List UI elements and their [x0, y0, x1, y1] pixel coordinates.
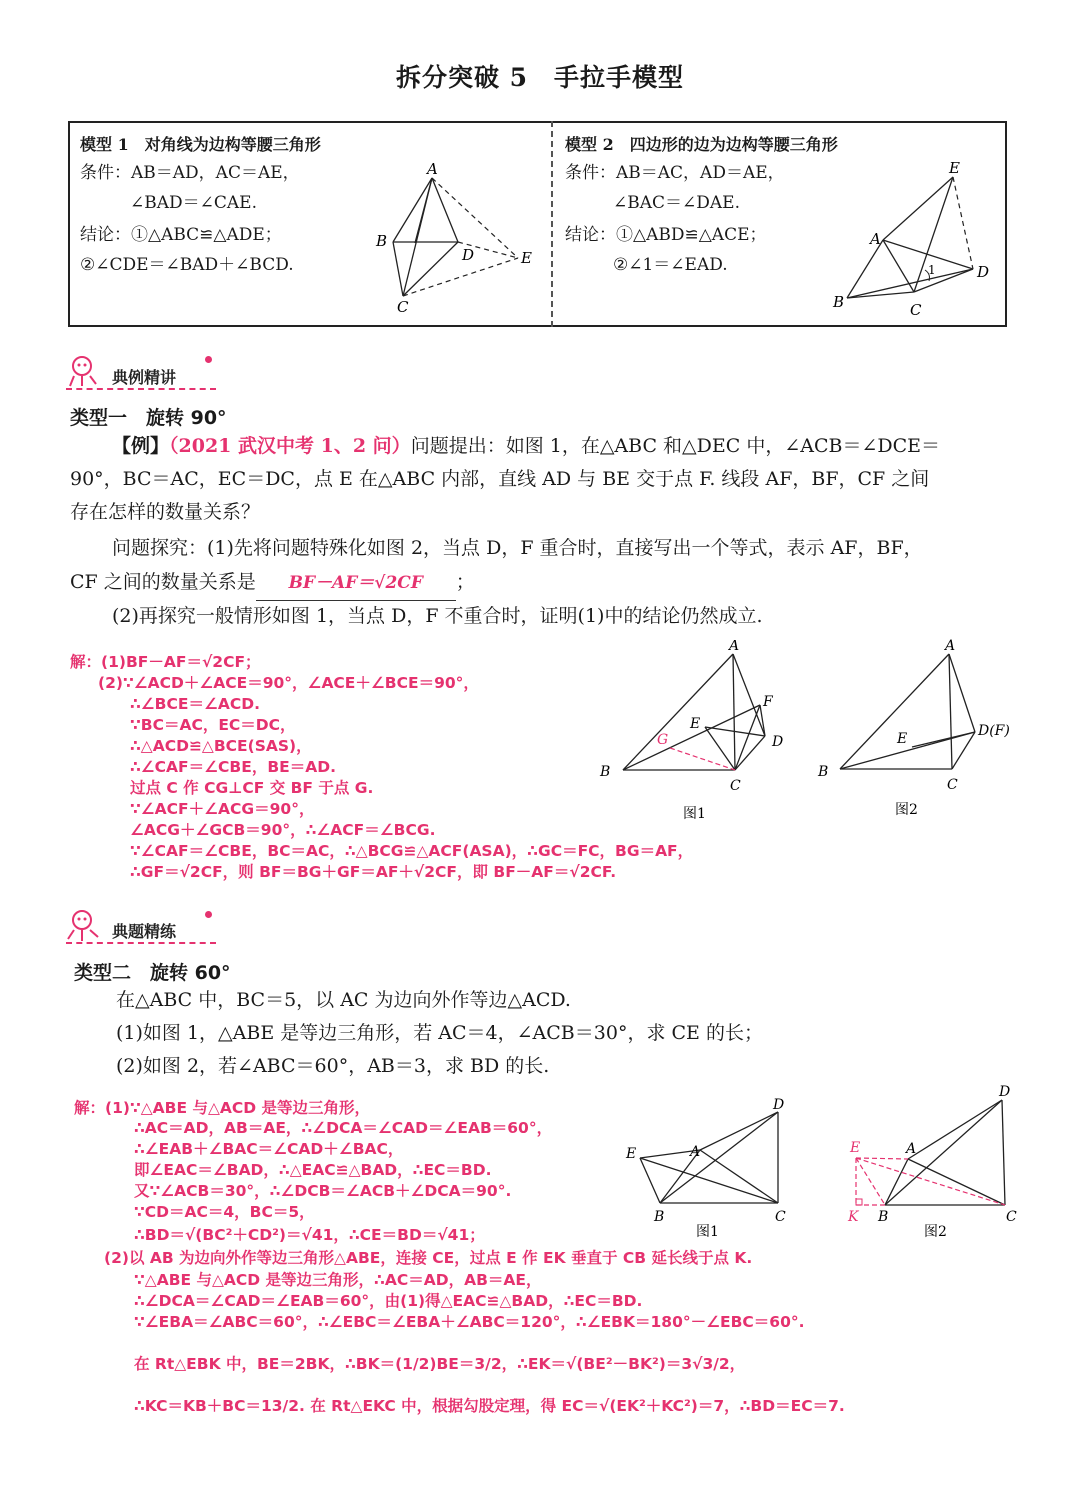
badge-underline-2 [66, 942, 216, 944]
type2-fig2-label-e: E [850, 1140, 861, 1156]
type1-figure-2 [812, 636, 1027, 821]
example-line-2: 90°，BC＝AC，EC＝DC，点 E 在△ABC 内部，直线 AD 与 BE 交于点 F. 线段 AF，BF，CF 之间 [70, 468, 930, 490]
solution1-line-9: ∠ACG＋∠GCB＝90°，∴∠ACF＝∠BCG. [130, 821, 436, 839]
type1-fig1-dashed-cg [670, 748, 735, 770]
explore-line-2-end: ； [455, 571, 475, 593]
model2-label-d: D [977, 263, 990, 281]
model2-condition-2: ∠BAC＝∠DAE. [613, 193, 740, 213]
model2-conclusion-2: ②∠1＝∠EAD. [613, 255, 728, 275]
type1-fig2-caption: 图2 [895, 802, 918, 818]
solution2-line-5: 又∵∠ACB＝30°，∴∠DCB＝∠ACB＋∠DCA＝90°. [134, 1182, 512, 1200]
model2-conclusion-1: 结论：①△ABD≌△ACE； [565, 225, 767, 245]
badge-underline-1 [66, 388, 216, 390]
type2-fig2-label-d: D [999, 1084, 1011, 1100]
solution2-line-7: ∴BD＝√(BC²＋CD²)＝√41，∴CE＝BD＝√41； [134, 1226, 485, 1244]
solution1-line-1: 解：(1)BF－AF＝√2CF； [70, 653, 261, 671]
model2-dashed-ed [953, 177, 973, 269]
mascot-icon-1 [66, 352, 106, 388]
solution1-line-4: ∵BC＝AC，EC＝DC， [130, 716, 296, 734]
solution2-line-1: 解：(1)∵△ABE 与△ACD 是等边三角形， [74, 1099, 371, 1117]
type2-fig2-label-a: A [906, 1141, 917, 1157]
solution2-line-8: (2)以 AB 为边向外作等边三角形△ABE，连接 CE，过点 E 作 EK 垂直于 CB 延长线于点 K. [104, 1249, 753, 1267]
model1-label-a: A [427, 160, 438, 178]
model1-label-c: C [397, 298, 409, 316]
solution2-line-3: ∴∠EAB＋∠BAC＝∠CAD＋∠BAC， [134, 1140, 404, 1158]
explore-answer: BF－AF＝√2CF [256, 567, 456, 601]
type1-fig1-label-g: G [657, 732, 669, 748]
explore-line-2-text: CF 之间的数量关系是 [70, 571, 256, 593]
problem-line-1: 在△ABC 中，BC＝5，以 AC 为边向外作等边△ACD. [116, 989, 571, 1011]
solution2-line-12: 在 Rt△EBK 中，BE＝2BK，∴BK＝(1/2)BE＝3/2，∴EK＝√(BE²－BK²)＝3√3/2， [134, 1355, 746, 1373]
model-divider [551, 121, 553, 327]
solution2-line-11: ∵∠EBA＝∠ABC＝60°，∴∠EBC＝∠EBA＋∠ABC＝120°，∴∠EBK＝180°－∠EBC＝60°. [134, 1313, 805, 1331]
model2-heading: 模型 2 四边形的边为边构等腰三角形 [565, 135, 838, 154]
problem-line-3: (2)如图 2，若∠ABC＝60°，AB＝3，求 BD 的长. [116, 1055, 550, 1077]
badge-examples: 典例精讲 [112, 368, 177, 387]
type2-fig2-caption: 图2 [924, 1224, 947, 1240]
type1-fig2-label-b: B [818, 764, 829, 780]
model1-condition-2: ∠BAD＝∠CAE. [130, 193, 257, 213]
model1-figure [370, 158, 545, 318]
type2-fig1-label-c: C [775, 1209, 786, 1225]
solution1-line-10: ∵∠CAF＝∠CBE，BC＝AC，∴△BCG≌△ACF(ASA)，∴GC＝FC，BG＝AF， [130, 842, 694, 860]
model2-label-e: E [949, 159, 960, 177]
solution2-line-2: ∴AC＝AD，AB＝AE，∴∠DCA＝∠CAD＝∠EAB＝60°， [134, 1119, 553, 1137]
solution2-line-13: ∴KC＝KB＋BC＝13/2. 在 Rt△EKC 中，根据勾股定理，得 EC＝√(EK²＋KC²)＝7，∴BD＝EC＝7. [134, 1397, 845, 1415]
type2-fig1-label-d: D [773, 1097, 785, 1113]
solution2-line-9: ∵△ABE 与△ACD 是等边三角形，∴AC＝AD，AB＝AE， [134, 1271, 542, 1289]
problem-line-2: (1)如图 1，△ABE 是等边三角形，若 AC＝4，∠ACB＝30°，求 CE 的长； [116, 1022, 763, 1044]
model1-heading: 模型 1 对角线为边构等腰三角形 [80, 135, 321, 154]
badge-practice: 典题精练 [112, 922, 177, 941]
type2-figure-1 [620, 1090, 800, 1245]
solution1-line-5: ∴△ACD≌△BCE(SAS)， [130, 737, 312, 755]
solution1-line-11: ∴GF＝√2CF，则 BF＝BG＋GF＝AF＋√2CF，即 BF－AF＝√2CF. [130, 863, 617, 881]
model2-label-b: B [833, 293, 845, 311]
model2-label-angle-1: 1 [928, 263, 936, 277]
type2-figure-2 [840, 1078, 1025, 1248]
type2-fig1-label-a: A [690, 1144, 701, 1160]
solution1-line-6: ∴∠CAF＝∠CBE，BE＝AD. [130, 758, 336, 776]
model2-figure [825, 155, 1005, 320]
type1-fig1-label-b: B [600, 764, 611, 780]
type1-fig1-label-c: C [730, 778, 741, 794]
type1-fig1-label-e: E [690, 716, 701, 732]
model2-label-a: A [870, 230, 881, 248]
example-tag: 【例】 [112, 435, 170, 457]
type1-fig2-label-df: D(F) [978, 723, 1010, 739]
type1-fig2-label-a: A [945, 638, 956, 654]
model1-label-e: E [521, 249, 532, 267]
example-line-3: 存在怎样的数量关系？ [70, 501, 261, 523]
type2-heading: 类型二 旋转 60° [74, 962, 231, 984]
solution1-line-3: ∴∠BCE＝∠ACD. [130, 695, 260, 713]
type1-fig1-label-f: F [763, 694, 773, 710]
badge-dot-1 [205, 356, 212, 363]
badge-dot-2 [205, 911, 212, 918]
solution1-line-8: ∵∠ACF＋∠ACG＝90°， [130, 800, 315, 818]
type2-fig1-label-b: B [654, 1209, 665, 1225]
type2-fig1-caption: 图1 [696, 1224, 719, 1240]
solution2-line-4: 即∠EAC＝∠BAD，∴△EAC≌△BAD，∴EC＝BD. [134, 1161, 492, 1179]
type2-fig1-label-e: E [626, 1146, 637, 1162]
model2-condition-1: 条件：AB＝AC，AD＝AE， [565, 163, 785, 183]
model1-conclusion-1: 结论：①△ABC≌△ADE； [80, 225, 282, 245]
type2-fig2-label-k: K [848, 1209, 859, 1225]
type2-fig2-right-angle-mark [856, 1199, 862, 1205]
type1-figure-1 [595, 640, 810, 825]
solution2-line-6: ∵CD＝AC＝4，BC＝5， [134, 1203, 315, 1221]
example-source: （2021 武汉中考 1、2 问） [169, 435, 411, 457]
type1-fig1-label-d: D [772, 734, 784, 750]
example-line-1 [112, 430, 940, 463]
model1-label-d: D [462, 246, 475, 264]
type2-fig2-label-b: B [878, 1209, 889, 1225]
page-title: 拆分突破 5 手拉手模型 [395, 63, 685, 92]
type1-fig2-label-e: E [897, 731, 908, 747]
solution1-line-2: (2)∵∠ACD＋∠ACE＝90°，∠ACE＋∠BCE＝90°， [98, 674, 479, 692]
example-line-1-text: 问题提出：如图 1，在△ABC 和△DEC 中，∠ACB＝∠DCE＝ [410, 435, 941, 457]
type1-fig1-label-a: A [729, 640, 740, 654]
model1-conclusion-2: ②∠CDE＝∠BAD＋∠BCD. [80, 255, 294, 275]
type1-heading: 类型一 旋转 90° [70, 407, 227, 429]
explore-line-2 [70, 566, 475, 601]
explore-line-1: 问题探究：(1)先将问题特殊化如图 2，当点 D，F 重合时，直接写出一个等式，表示 AF，BF， [112, 537, 923, 559]
solution2-line-10: ∴∠DCA＝∠CAD＝∠EAB＝60°，由(1)得△EAC≌△BAD，∴EC＝BD. [134, 1292, 643, 1310]
model1-condition-1: 条件：AB＝AD，AC＝AE， [80, 163, 300, 183]
explore-line-3: (2)再探究一般情形如图 1，当点 D，F 不重合时，证明(1)中的结论仍然成立. [112, 605, 763, 627]
mascot-icon-2 [66, 907, 106, 943]
solution1-line-7: 过点 C 作 CG⊥CF 交 BF 于点 G. [130, 779, 374, 797]
model1-label-b: B [376, 232, 388, 250]
type1-fig1-caption: 图1 [683, 806, 706, 822]
type2-fig2-label-c: C [1006, 1209, 1017, 1225]
model2-label-c: C [910, 301, 922, 319]
type1-fig2-label-c: C [947, 777, 958, 793]
